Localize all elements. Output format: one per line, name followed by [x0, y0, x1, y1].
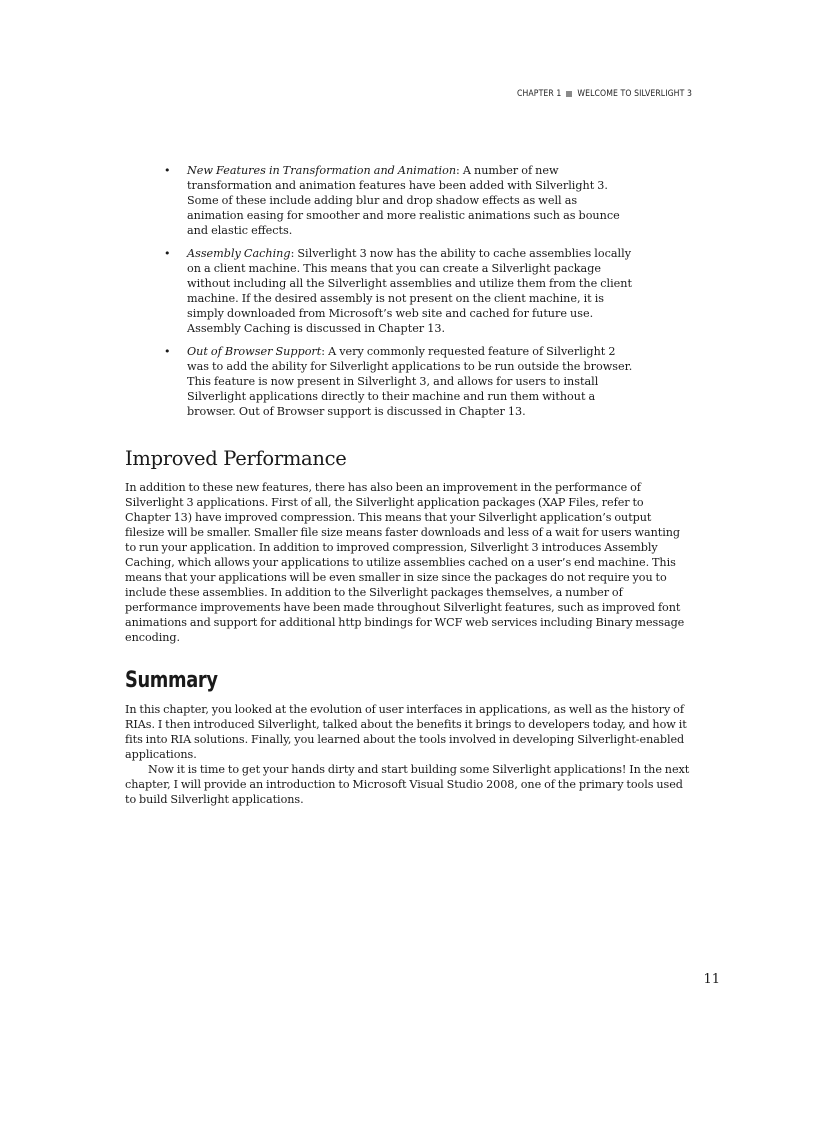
section-heading-summary: Summary	[125, 667, 218, 693]
square-separator-icon	[566, 91, 572, 97]
running-head	[517, 89, 692, 99]
improved-performance-paragraph: In addition to these new features, there has also been an improvement in the performance of Silverlight 3 applications. First of all, the Silverlight application packages (XAP Files, refer to Chapter 13) have improved compression. This means that your Silverlight application’s output filesize will be smaller. Smaller file size means faster downloads and less of a wait for users wanting to run your application. In addition to improved compression, Silverlight 3 introduces Assembly Caching, which allows your applications to utilize assemblies cached on a user’s end machine. This means that your applications will be even smaller in size since the packages do not require you to include these assemblies. In addition to the Silverlight packages themselves, a number of performance improvements have been made throughout Silverlight features, such as improved font animations and support for additional http bindings for WCF web services including Binary message encoding.	[125, 481, 685, 644]
feature-term: New Features in Transformation and Animation	[187, 164, 457, 177]
summary-paragraph-1: In this chapter, you looked at the evolution of user interfaces in applications, as well as the history of RIAs. I then introduced Silverlight, talked about the benefits it brings to developers today, and how it fits into RIA solutions. Finally, you learned about the tools involved in developing Silverlight-enabled applications.	[125, 703, 687, 761]
feature-description: : A number of new transformation and animation features have been added with Silverlight 3. Some of these include adding blur and drop shadow effects as well as animation easing for smoother and more realistic animations such as bounce and elastic effects.	[187, 164, 620, 237]
page-number: 11	[703, 972, 720, 987]
list-item-assembly-caching	[187, 246, 635, 336]
running-head-chapter: CHAPTER 1	[517, 89, 562, 99]
feature-description: : A very commonly requested feature of Silverlight 2 was to add the ability for Silverlight applications to be run outside the browser. This feature is now present in Silverlight 3, and allows for users to install Silverlight applications directly to their machine and run them without a browser. Out of Browser support is discussed in Chapter 13.	[187, 345, 633, 418]
running-head-title: WELCOME TO SILVERLIGHT 3	[577, 89, 692, 99]
list-item-transformation-animation	[187, 163, 635, 238]
feature-term: Assembly Caching	[187, 247, 291, 260]
list-item-out-of-browser	[187, 344, 635, 419]
feature-description: : Silverlight 3 now has the ability to cache assemblies locally on a client machine. This means that you can create a Silverlight package without including all the Silverlight assemblies and utilize them from the client machine. If the desired assembly is not present on the client machine, it is simply downloaded from Microsoft’s web site and cached for future use. Assembly Caching is discussed in Chapter 13.	[187, 247, 632, 335]
feature-list	[187, 163, 635, 419]
section-heading-improved-performance: Improved Performance	[125, 447, 347, 470]
page-content	[125, 163, 690, 807]
summary-paragraph-2: Now it is time to get your hands dirty and start building some Silverlight applications! In the next chapter, I will provide an introduction to Microsoft Visual Studio 2008, one of the primary tools used to build Silverlight applications.	[125, 763, 690, 806]
feature-term: Out of Browser Support	[187, 345, 322, 358]
